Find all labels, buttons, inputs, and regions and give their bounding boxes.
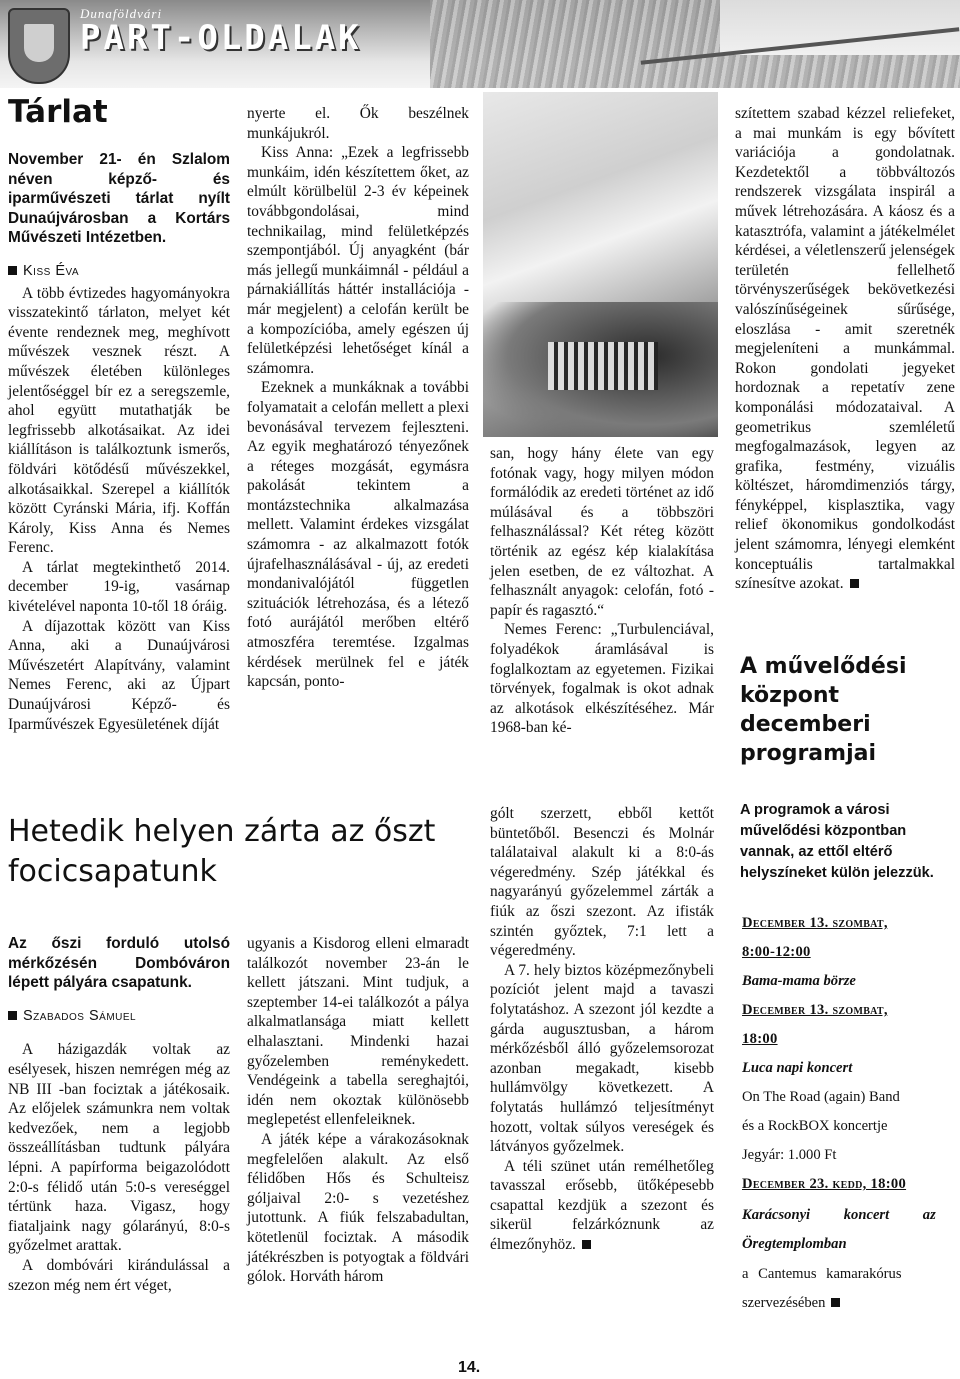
program-title: Öregtemplomban xyxy=(742,1236,847,1252)
paragraph: Kiss Anna: „Ezek a legfrissebb munkáim, idén készítettem őket, az elmúlt körülbelül 2-3 év képeinek továbbgondolásai, mind technikailag, mind felületképzés szempontjából. Új anyagként (bár más jellegű munkáimnál - például a párnakiállítás háttér installációja - már megjelent) a celofán került be a kompozícióba, amely egészen új felületképzési lehetőséget kínál a számomra. xyxy=(247,144,469,377)
article2-col1 xyxy=(8,934,230,1295)
paragraph: A téli szünet után remélhetőleg tavasszal erősebb, ütőképesebb csapattal kezdjük a szezont és sikerül felzárkóznunk az élmezőnyhöz. xyxy=(490,1157,714,1254)
paragraph: A több évtizedes hagyományokra visszatekintő tárlaton, melyet két évente rendeznek meg, meghívott művészek vesznek részt. A művészek életében különleges jelentőséggel bír ez a seregszemle, ahol együtt mutathatják be legfrissebb alkotásaikat. Az idei kiállításon is találkoztunk ismerős, földvári kötődésű művészekkel, alkotásaikkal. Szerepel a kiállítók között Cyránski Mária, ifj. Koffán Károly, Kiss Anna és Nemes Ferenc. xyxy=(8,284,230,557)
program-detail: szervezésében xyxy=(742,1292,950,1315)
article2-col2 xyxy=(247,934,469,1287)
paragraph: Ezeknek a munkáknak a további folyamatait a celofán mellett a plexi bevonásával tervezem fejleszteni. Az egyik meghatározó tényezőnek a réteges mozgását, egymásra pakolását tekintem a montázstechnika alkalmazása mellett. Valamint érdekes vizsgálat számomra - az alkalmazott fotók újrafelhasználásával - új, az eredeti mondanivalójától független szituációk létrehozása, és a létező fotó aurájától merőben eltérő atmoszféra teremtése. Izgalmas kérdések merülnek fel e játék kapcsán, ponto- xyxy=(247,379,469,691)
paragraph: Nemes Ferenc: „Turbulenciával, folyadékok áramlásával is foglalkoztam az egyetemen. Fizikai törvények, fogalmak is okot adnak az alkotások elkészítéséhez. Már 1968-ban ké- xyxy=(490,621,714,737)
article1-col1 xyxy=(8,150,230,734)
paragraph: A házigazdák voltak az esélyesek, hiszen nemrégen még az NB III -ban fociztak a játékosaik. Az előjelek számunkra nem voltak kedvezőek, nem a legjobb összeállításban tudtunk pályára lépni. A papírforma beigazolódott 2:0-s félidő után 5:0-s vereséggel tértünk haza. Vigasz, hogy fiataljaink nagy gólarányú, 8:0-s győzelmet arattak. xyxy=(8,1041,230,1255)
paragraph: A tárlat megtekinthető 2014. december 19-ig, vasárnap kivételével naponta 10-től 18 óráig. xyxy=(8,558,230,616)
paragraph: ugyanis a Kisdorog elleni elmaradt találkozót november 23-án le kellett játszani. Mint tudjuk, a szeptember 14-ei találkozót a pálya alkalmatlansága miatt kellett elhalasztani. Mindenki hazai győzelemben reménykedett. Vendégeink a tabella sereghajtói, idén nem okoztak különösebb meglepetést ellenfeleiknek. xyxy=(247,935,469,1129)
program-title: Bama-mama börze xyxy=(742,973,856,989)
article1-lead: November 21- én Szlalom néven képző- és iparművészeti tárlat nyílt Dunaújvárosban a Kortárs Művészeti Intézetben. xyxy=(8,151,230,247)
paragraph: szítettem szabad kézzel reliefeket, a mai munkám is egy bővített variációja a gondolatnak. Kezdetektől a többváltozós rendszerek vizsgálata inspirál a művek létrehozására. A káosz és a katasztrófa, valamint a játékelmélet kérdései, a véletlenszerű jelenségek területén fellelhető törvényszerűségek bekövetkezési valószínűségeinek sűrűsége, eloszlása - amit szeretnék megjeleníteni a munkámmal. Rokon gondolati jegyeket hordoznak a repetatív zene komponálási módozataival. A geometrikus szemléletű megfogalmazások, legyen az grafika, festmény, vizuális költészet, háromdimenziós tárgy, fényképpel, kisplasztika, vagy relief ökonomikus gondolkodást jelent számomra, lényegi elemként konceptuális tartalmakkal színesítve azokat. xyxy=(735,105,955,593)
article2-title: Hetedik helyen zárta az őszt focicsapatunk xyxy=(8,814,436,889)
article2-lead: Az őszi forduló utolsó mérkőzésén Dombóváron lépett pályára csapatunk. xyxy=(8,935,230,992)
article2-author: Szabados Sámuel xyxy=(23,1007,137,1024)
paragraph: gólt szerzett, ebből kettőt büntetőből. Besenczi és Molnár találataival alakult ki a 8:0-ás végeredmény. Szép játékkal és nagyarányú győzelemmel zárták a fiúk az őszi szezont. Az ifisták szintén győztek, 7:1 lett a végeredmény. xyxy=(490,805,714,960)
programs-box-lead: A programok a városi művelődési központban vannak, az ettől eltérő helyszíneket külön jelezzük. xyxy=(740,802,934,881)
program-title: Karácsonyi koncert az xyxy=(742,1207,936,1223)
paragraph: A 7. hely biztos középmezőnybeli pozíciót jelent majd a tavaszi folytatáshoz. A szezont jól kezdte a gárda augusztusban, a három mérkőzésből álló győzelemsorozat azonban megakadt, kisebb hullámvölgy következett. A folytatás hullámzó teljesítményt hozott, voltak súlyos vereségek és látványos győzelmek. xyxy=(490,961,714,1156)
paragraph: san, hogy hány élete van egy fotónak vagy, hogy milyen módon formálódik az eredeti történet az idő múlásával és a többszöri felhasználással? Két réteg között történik az egész kép kialakítása jelen esetben, de ez változhat. A felhasznált anyagok: celofán, fotó - papír és ragasztó.“ xyxy=(490,445,714,619)
program-title: Luca napi koncert xyxy=(742,1060,853,1076)
paragraph: A játék képe a várakozásoknak megfelelően alakult. Az első félidőben Hős és Schulteisz góljaival 2:0- s vezetéshez jutottunk. A fiúk felszabadultan, kötetlenül fociztak. A második játékrészben is potyogtak a földvári gólok. Horváth három xyxy=(247,1130,469,1286)
paragraph: A díjazottak között van Kiss Anna, aki a Dunaújvárosi Művészetért Alapítvány, valamint Nemes Ferenc, aki az Újpart Dunaújvárosi Képző- és Iparművészek Egyesületének díját xyxy=(8,617,230,733)
coat-of-arms-icon xyxy=(8,8,70,84)
program-detail: a Cantemus kamarakórus xyxy=(742,1266,902,1282)
article2-col3 xyxy=(490,804,714,1255)
article1-byline xyxy=(8,262,230,282)
article1-col3 xyxy=(490,444,714,738)
end-square-icon xyxy=(850,579,859,588)
article2-byline xyxy=(8,1007,230,1027)
program-time: 18:00 xyxy=(742,1031,778,1047)
masthead-banner xyxy=(0,0,960,88)
square-bullet-icon xyxy=(8,1011,17,1020)
program-time: 8:00-12:00 xyxy=(742,944,811,960)
programs-box-title: A művelődési központ decemberi programjai xyxy=(740,654,907,766)
program-date: December 13. szombat, xyxy=(742,915,888,931)
program-detail: és a RockBOX koncertje xyxy=(742,1118,888,1134)
end-square-icon xyxy=(831,1298,840,1307)
article1-author: Kiss Éva xyxy=(23,262,80,279)
page-number: 14. xyxy=(458,1359,481,1376)
paragraph: nyerte el. Ők beszélnek munkájukról. xyxy=(247,105,469,142)
square-bullet-icon xyxy=(8,266,17,275)
program-date: December 13. szombat, xyxy=(742,1002,888,1018)
program-detail: On The Road (again) Band xyxy=(742,1089,900,1105)
article1-title: Tárlat xyxy=(8,94,108,130)
program-date: December 23. kedd, 18:00 xyxy=(742,1176,907,1192)
article1-col2 xyxy=(247,104,469,692)
artwork-photo xyxy=(483,92,718,437)
program-detail: Jegyár: 1.000 Ft xyxy=(742,1147,837,1163)
brand-title: PART-OLDALAK xyxy=(80,18,362,58)
end-square-icon xyxy=(582,1240,591,1249)
brand-small: Dunaföldvári xyxy=(80,6,163,21)
paragraph: A dombóvári kirándulással a szezon még nem ért véget, xyxy=(8,1256,230,1294)
article1-col4 xyxy=(735,104,955,594)
river-photo xyxy=(720,0,960,55)
